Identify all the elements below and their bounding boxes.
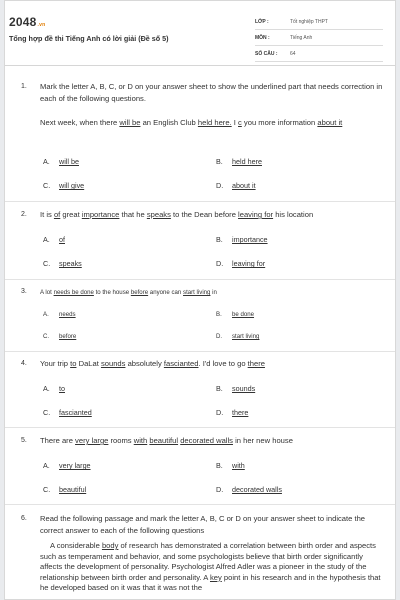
sentence-text: A lot: [40, 289, 54, 296]
meta-row-count: [255, 46, 383, 62]
option-text: very large: [59, 461, 91, 470]
passage-text: of research has demonstrated a correlation between birth order and aspects such as temperament and behavior, and some psychologists believe that birth order significantly affects the development of personality. Psychologist Alfred Adler was a pioneer in the study of the relationship between birth order and personality. A: [40, 541, 376, 582]
underlined-part: needs be done: [53, 289, 94, 296]
question-divider: [5, 427, 396, 428]
underlined-part: with: [133, 436, 148, 445]
option-text: will be: [59, 157, 79, 166]
option-c[interactable]: [43, 259, 82, 268]
sentence-text: in her new house: [232, 436, 293, 445]
underlined-part: held here.: [197, 118, 232, 127]
option-letter: D.: [216, 259, 224, 268]
question-number: 2.: [21, 211, 27, 218]
sentence-text: anyone can: [148, 289, 184, 296]
meta-value: Tốt nghiệp THPT: [290, 19, 328, 25]
option-text: fascianted: [59, 408, 92, 417]
underlined-part: sounds: [100, 359, 126, 368]
option-text: sounds: [232, 384, 256, 393]
sentence-text: It is: [40, 210, 54, 219]
option-d[interactable]: [216, 181, 256, 190]
option-text: there: [232, 408, 249, 417]
option-a[interactable]: [43, 235, 65, 244]
header-divider: [5, 65, 396, 66]
question-sentence: [40, 117, 385, 129]
option-c[interactable]: [43, 333, 76, 340]
document-title: Tổng hợp đề thi Tiếng Anh có lời giải (Đề số 5): [9, 34, 169, 43]
sentence-text: I: [231, 118, 239, 127]
underlined-part: before: [130, 289, 149, 296]
option-letter: C.: [43, 259, 51, 268]
sentence-text: DaLat: [76, 359, 101, 368]
option-text: be done: [232, 311, 255, 318]
option-text: speaks: [59, 259, 82, 268]
option-text: leaving for: [232, 259, 266, 268]
underlined-part: leaving for: [238, 210, 274, 219]
option-b[interactable]: [216, 235, 268, 244]
option-letter: B.: [216, 461, 223, 470]
option-a[interactable]: [43, 461, 91, 470]
option-b[interactable]: [216, 157, 262, 166]
question-divider: [5, 351, 396, 352]
option-text: with: [232, 461, 245, 470]
option-text: about it: [232, 181, 256, 190]
sentence-text: that he: [119, 210, 147, 219]
underlined-part: beautiful: [149, 436, 179, 445]
document-page: [4, 0, 396, 600]
sentence-text: rooms: [108, 436, 134, 445]
option-a[interactable]: [43, 311, 76, 318]
option-d[interactable]: [216, 333, 259, 340]
option-letter: C.: [43, 333, 50, 340]
option-b[interactable]: [216, 461, 245, 470]
meta-value: 64: [290, 51, 296, 57]
underlined-part: very large: [75, 436, 109, 445]
passage-text: point in his research and in the hypothesis that he developed based on it was that it was not the: [40, 572, 381, 593]
option-letter: D.: [216, 333, 223, 340]
option-text: beautiful: [59, 485, 87, 494]
option-letter: D.: [216, 181, 224, 190]
question-divider: [5, 279, 396, 280]
question-number: 5.: [21, 437, 27, 444]
option-text: start living: [232, 333, 260, 340]
option-b[interactable]: [216, 311, 254, 318]
option-d[interactable]: [216, 259, 265, 268]
option-text: held here: [232, 157, 262, 166]
option-text: needs: [59, 311, 76, 318]
underlined-word: body: [101, 541, 119, 550]
underlined-part: to: [70, 359, 77, 368]
question-number: 3.: [21, 288, 27, 295]
sentence-text: in: [210, 289, 217, 296]
underlined-part: decorated walls: [180, 436, 233, 445]
option-letter: A.: [43, 384, 50, 393]
option-letter: A.: [43, 235, 50, 244]
option-c[interactable]: [43, 408, 92, 417]
sentence-text: Your trip: [40, 359, 71, 368]
option-text: of: [59, 235, 65, 244]
sentence-text: Next week, when there: [40, 118, 120, 127]
question-sentence: [40, 288, 385, 297]
document-header: [5, 1, 396, 63]
meta-key: SỐ CÂU :: [255, 51, 278, 57]
question-number: 4.: [21, 360, 27, 367]
underlined-part: of: [53, 210, 61, 219]
option-letter: B.: [216, 311, 222, 318]
sentence-text: great: [60, 210, 82, 219]
meta-value: Tiếng Anh: [290, 35, 313, 41]
option-letter: A.: [43, 157, 50, 166]
underlined-word: key: [209, 572, 222, 582]
option-letter: D.: [216, 485, 224, 494]
meta-key: MÔN :: [255, 35, 270, 41]
option-letter: C.: [43, 181, 51, 190]
underlined-part: fascianted: [163, 359, 199, 368]
option-b[interactable]: [216, 384, 255, 393]
passage-text: A considerable: [50, 541, 102, 550]
option-letter: B.: [216, 157, 223, 166]
option-text: will give: [59, 181, 85, 190]
sentence-text: an English Club: [140, 118, 198, 127]
option-letter: B.: [216, 235, 223, 244]
option-letter: D.: [216, 408, 224, 417]
option-a[interactable]: [43, 157, 79, 166]
question-instruction: Read the following passage and mark the letter A, B, C or D on your answer sheet to indicate the correct answer to each of the following questions: [40, 514, 366, 535]
question-sentence: [40, 358, 385, 370]
option-text: to: [59, 384, 65, 393]
option-letter: A.: [43, 461, 50, 470]
option-d[interactable]: [216, 408, 248, 417]
logo-text: 2048: [9, 15, 37, 29]
question-number: 1.: [21, 83, 27, 90]
underlined-part: c: [238, 118, 242, 127]
option-c[interactable]: [43, 485, 86, 494]
question-divider: [5, 504, 396, 505]
sentence-text: . I'd love to go: [198, 359, 248, 368]
meta-row-class: [255, 14, 383, 30]
question-divider: [5, 201, 396, 202]
sentence-text: his location: [273, 210, 314, 219]
option-letter: A.: [43, 311, 49, 318]
option-text: before: [59, 333, 77, 340]
underlined-part: will be: [119, 118, 141, 127]
option-a[interactable]: [43, 384, 65, 393]
underlined-part: speaks: [146, 210, 171, 219]
underlined-part: importance: [81, 210, 120, 219]
option-letter: C.: [43, 408, 51, 417]
meta-row-subject: [255, 30, 383, 46]
logo-suffix: .vn: [37, 22, 46, 28]
option-text: decorated walls: [232, 485, 282, 494]
sentence-text: you more information: [241, 118, 318, 127]
sentence-text: absolutely: [125, 359, 164, 368]
reading-passage: [40, 541, 385, 594]
site-logo[interactable]: [9, 15, 45, 29]
option-d[interactable]: [216, 485, 282, 494]
meta-key: LỚP :: [255, 19, 269, 25]
option-letter: B.: [216, 384, 223, 393]
underlined-part: start living: [183, 289, 211, 296]
question-number: 6.: [21, 515, 27, 522]
question-sentence: [40, 435, 385, 447]
option-text: importance: [232, 235, 268, 244]
sentence-text: to the house: [93, 289, 131, 296]
underlined-part: about it: [317, 118, 343, 127]
underlined-part: there: [247, 359, 265, 368]
sentence-text: to the Dean before: [170, 210, 239, 219]
option-letter: C.: [43, 485, 51, 494]
option-c[interactable]: [43, 181, 84, 190]
question-sentence: [40, 209, 385, 221]
sentence-text: There are: [40, 436, 76, 445]
question-instruction: Mark the letter A, B, C, or D on your answer sheet to show the underlined part that needs correction in each of the following questions.: [40, 82, 383, 103]
